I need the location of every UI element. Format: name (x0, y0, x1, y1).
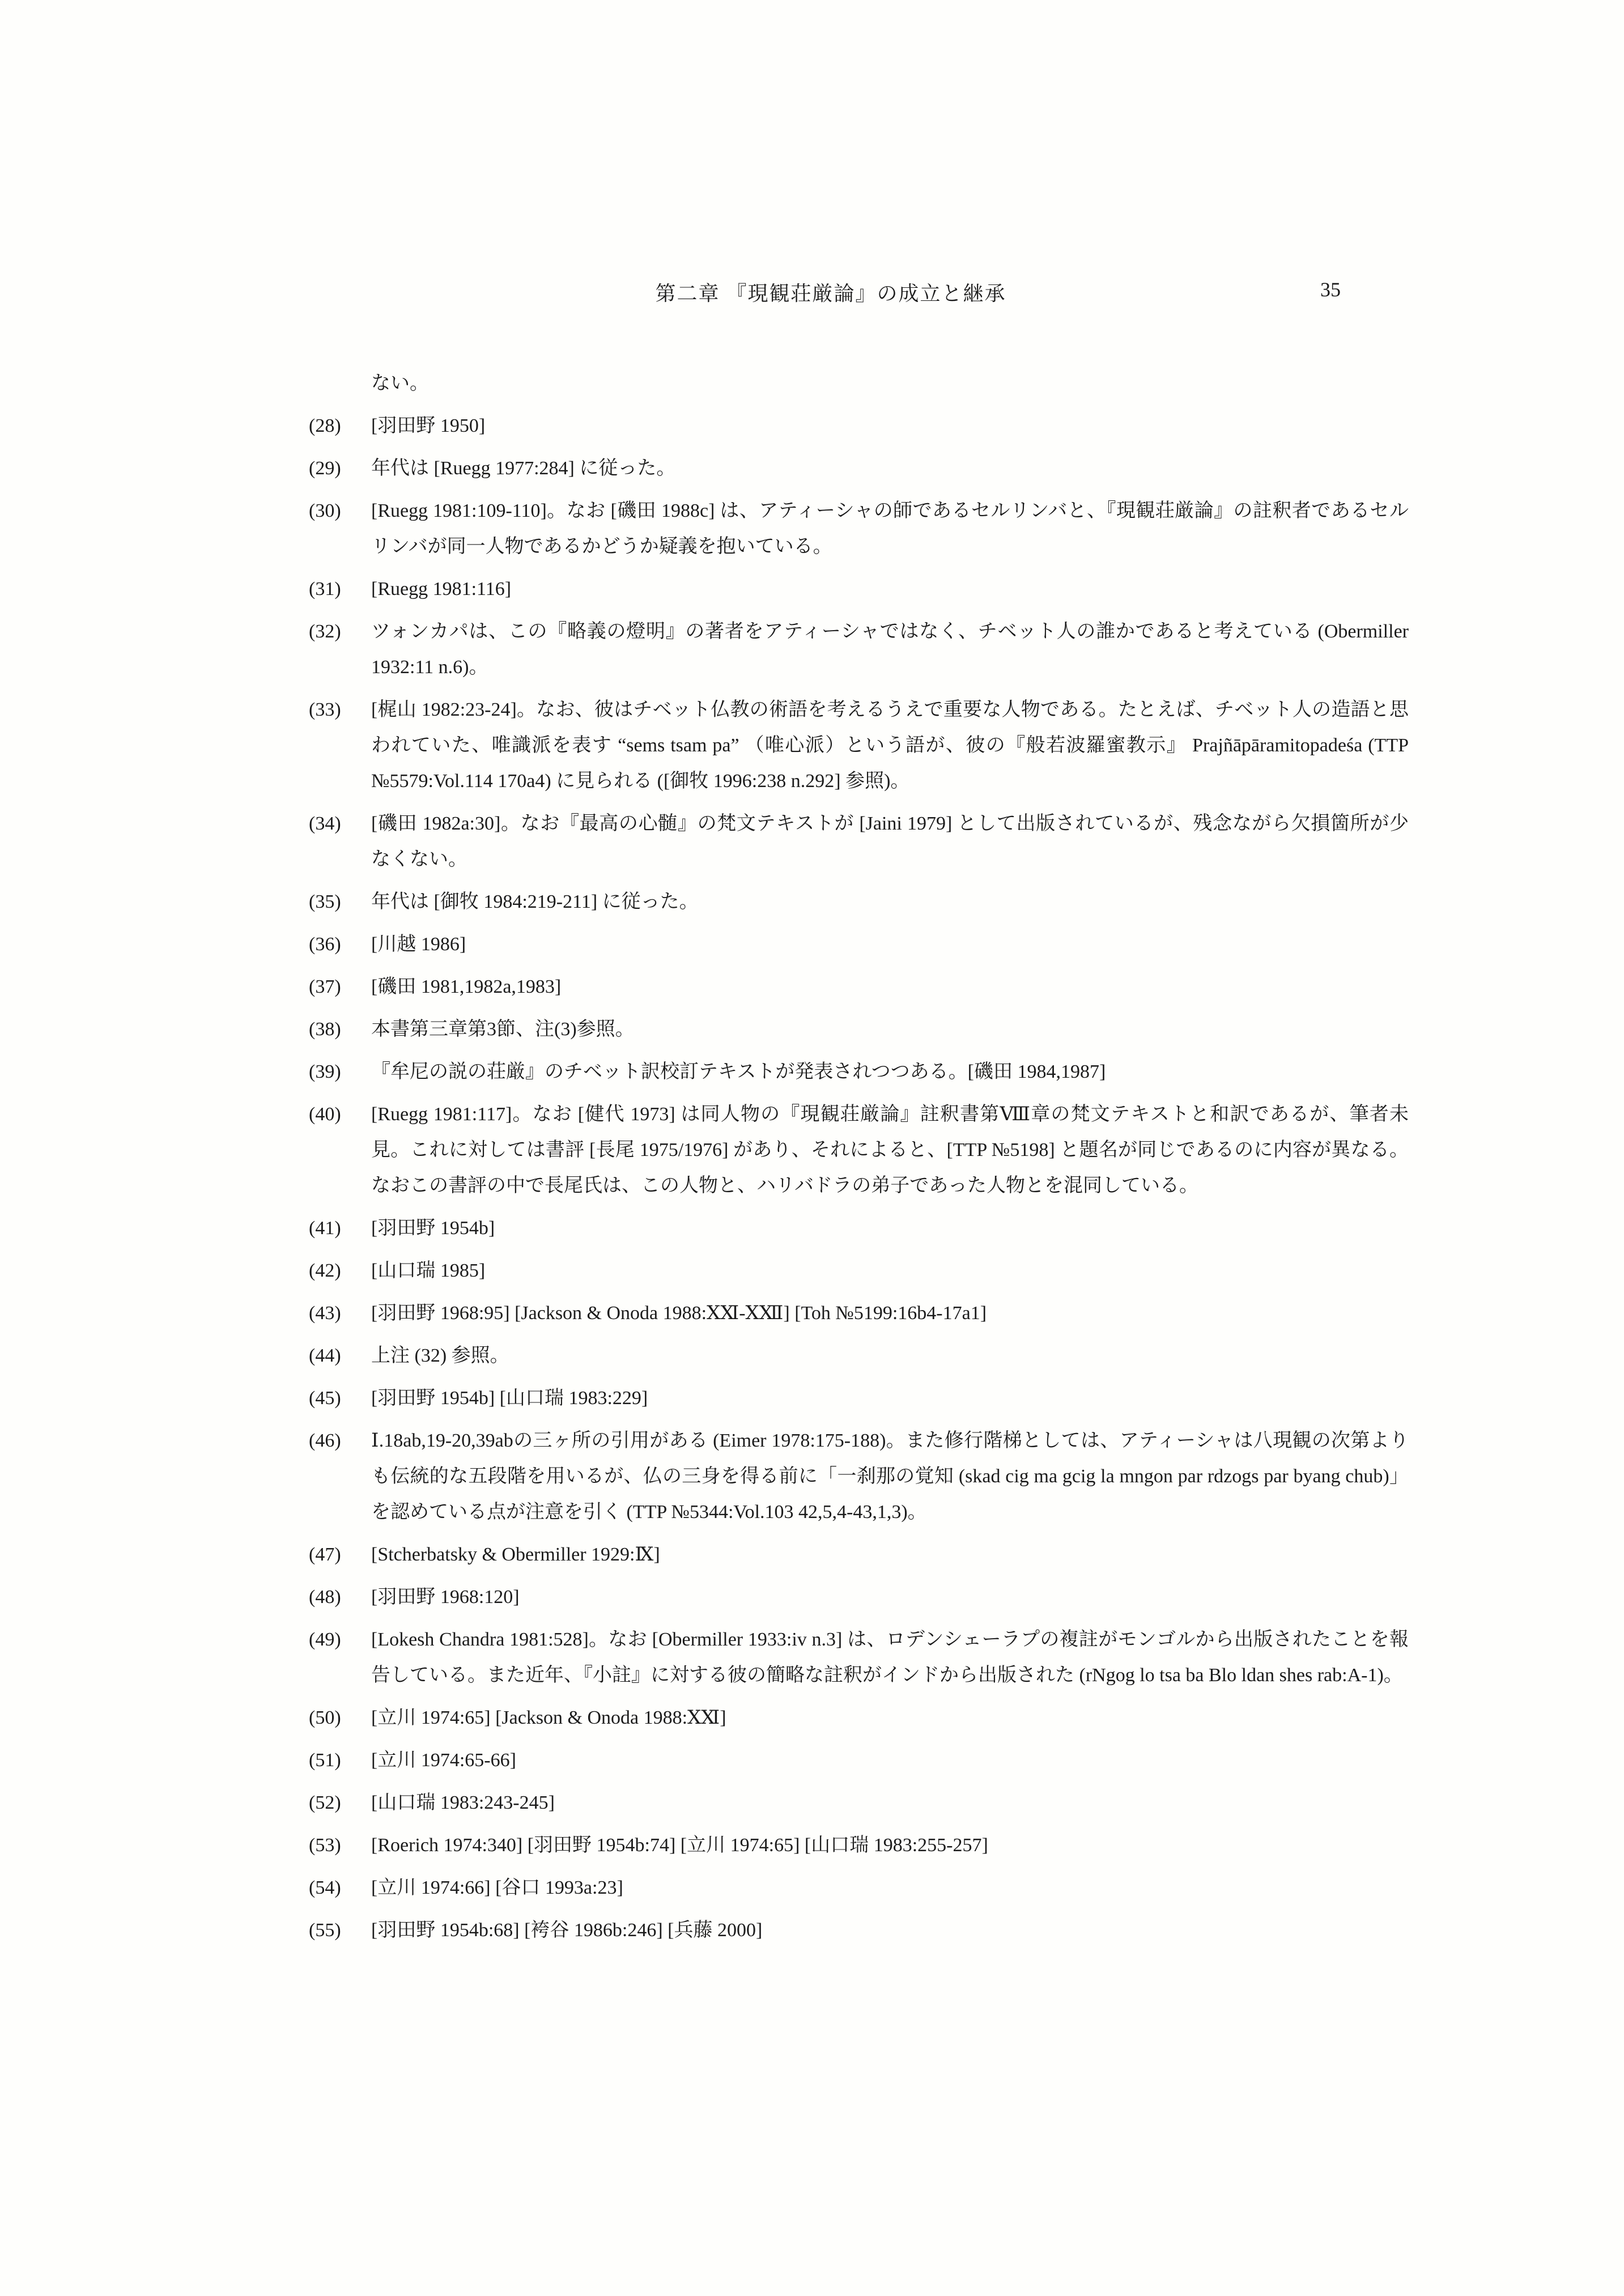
note-item (309, 1579, 1409, 1615)
note-item (309, 884, 1409, 920)
note-number: (51) (309, 1750, 341, 1771)
note-item (309, 614, 1409, 685)
note-text: 『牟尼の説の荘厳』のチベット訳校訂テキストが発表されつつある。[磯田 1984,1987] (371, 1061, 1106, 1082)
note-text: [羽田野 1968:95] [Jackson & Onoda 1988:ⅩⅪ-ⅩⅫ] [Toh №5199:16b4-17a1] (371, 1303, 987, 1324)
note-number: (33) (309, 699, 341, 720)
note-text: [磯田 1982a:30]。なお『最高の心髄』の梵文テキストが [Jaini 1979] として出版されているが、残念ながら欠損箇所が少なくない。 (371, 813, 1409, 870)
page-header (309, 278, 1409, 312)
note-text: Ⅰ.18ab,19-20,39abの三ヶ所の引用がある (Eimer 1978:175-188)。また修行階梯としては、アティーシャは八現観の次第よりも伝統的な五段階を用いるが、仏の三身を得る前に「一刹那の覚知 (skad cig ma gcig la mngon par rdzogs par byang chub)」を認めている点が注意を引く (TTP №5344:Vol.103 42,5,4-43,1,3)。 (371, 1430, 1409, 1523)
note-item (309, 1423, 1409, 1530)
note-item (309, 1295, 1409, 1331)
note-number: (36) (309, 934, 341, 955)
chapter-title: 第二章 『現観荘厳論』の成立と継承 (655, 282, 1006, 305)
note-number: (53) (309, 1835, 341, 1856)
note-number: (39) (309, 1061, 341, 1082)
note-text: [山口瑞 1985] (371, 1260, 486, 1281)
note-number: (35) (309, 891, 341, 912)
note-item (309, 926, 1409, 962)
note-item (309, 408, 1409, 444)
note-item (309, 806, 1409, 877)
note-number: (31) (309, 579, 341, 599)
note-number: (44) (309, 1345, 341, 1366)
note-item (309, 1700, 1409, 1736)
note-item (309, 1011, 1409, 1047)
note-item (309, 1380, 1409, 1416)
continuation-text: ない。 (371, 373, 429, 394)
note-number: (34) (309, 813, 341, 834)
note-item (309, 1253, 1409, 1289)
note-number: (38) (309, 1019, 341, 1040)
note-number: (43) (309, 1303, 341, 1324)
note-number: (29) (309, 458, 341, 479)
note-text: 本書第三章第3節、注(3)参照。 (371, 1019, 635, 1040)
note-text: [羽田野 1954b] (371, 1218, 495, 1239)
note-number: (41) (309, 1218, 341, 1239)
note-text: [Ruegg 1981:117]。なお [健代 1973] は同人物の『現観荘厳論』註釈書第Ⅷ章の梵文テキストと和訳であるが、筆者未見。これに対しては書評 [長尾 1975/1976] があり、それによると、[TTP №5198] と題名が同じであるのに内容が異なる。なおこの書評の中で長尾氏は、この人物と、ハリバドラの弟子であった人物とを混同している。 (371, 1104, 1409, 1196)
note-number: (55) (309, 1920, 341, 1941)
note-item (309, 1537, 1409, 1572)
note-text: [立川 1974:65-66] (371, 1750, 516, 1771)
note-number: (50) (309, 1707, 341, 1728)
note-text: [梶山 1982:23-24]。なお、彼はチベット仏教の術語を考えるうえで重要な人物である。たとえば、チベット人の造語と思われていた、唯識派を表す “sems tsam pa” （唯心派）という語が、彼の『般若波羅蜜教示』 Prajñāpāramitopadeśa (TTP №5579:Vol.114 170a4) に見られる ([御牧 1996:238 n.292] 参照)。 (371, 699, 1409, 792)
note-text: [羽田野 1954b] [山口瑞 1983:229] (371, 1388, 648, 1409)
note-text: ツォンカパは、この『略義の燈明』の著者をアティーシャではなく、チベット人の誰かであると考えている (Obermiller 1932:11 n.6)。 (371, 621, 1409, 678)
note-item (309, 969, 1409, 1005)
note-text: [立川 1974:65] [Jackson & Onoda 1988:ⅩⅪ] (371, 1707, 726, 1728)
note-number: (30) (309, 500, 341, 521)
note-number: (32) (309, 621, 341, 642)
note-number: (52) (309, 1792, 341, 1813)
note-text: [Lokesh Chandra 1981:528]。なお [Obermiller 1933:iv n.3] は、ロデンシェーラプの複註がモンゴルから出版されたことを報告している。また近年、『小註』に対する彼の簡略な註釈がインドから出版された (rNgog lo tsa ba Blo ldan shes rab:A-1)。 (371, 1629, 1409, 1686)
note-text: [羽田野 1954b:68] [袴谷 1986b:246] [兵藤 2000] (371, 1920, 763, 1941)
note-text: [Ruegg 1981:109-110]。なお [磯田 1988c] は、アティーシャの師であるセルリンバと、『現観荘厳論』の註釈者であるセルリンバが同一人物であるかどうか疑義を抱いている。 (371, 500, 1409, 557)
note-text: [Ruegg 1981:116] (371, 579, 512, 599)
note-number: (47) (309, 1544, 341, 1565)
note-text: 年代は [Ruegg 1977:284] に従った。 (371, 458, 676, 479)
note-item (309, 1912, 1409, 1948)
note-item (309, 1210, 1409, 1246)
notes-list (309, 408, 1409, 1948)
note-text: [磯田 1981,1982a,1983] (371, 976, 562, 997)
note-text: 年代は [御牧 1984:219-211] に従った。 (371, 891, 699, 912)
note-item (309, 1096, 1409, 1204)
note-number: (40) (309, 1104, 341, 1125)
note-text: 上注 (32) 参照。 (371, 1345, 509, 1366)
note-item (309, 1870, 1409, 1906)
note-text: [羽田野 1968:120] (371, 1587, 520, 1608)
page-number: 35 (1320, 278, 1341, 301)
note-item (309, 493, 1409, 564)
note-item (309, 1827, 1409, 1863)
note-text: [川越 1986] (371, 934, 466, 955)
note-item (309, 1338, 1409, 1374)
note-text: [羽田野 1950] (371, 415, 486, 436)
note-number: (45) (309, 1388, 341, 1409)
note-text: [Stcherbatsky & Obermiller 1929:Ⅸ] (371, 1544, 660, 1565)
note-item (309, 692, 1409, 799)
note-text: [Roerich 1974:340] [羽田野 1954b:74] [立川 1974:65] [山口瑞 1983:255-257] (371, 1835, 988, 1856)
note-number: (42) (309, 1260, 341, 1281)
note-number: (48) (309, 1587, 341, 1608)
note-item (309, 1622, 1409, 1693)
note-item (309, 571, 1409, 607)
note-item (309, 1785, 1409, 1821)
note-number: (46) (309, 1430, 341, 1451)
note-number: (49) (309, 1629, 341, 1650)
note-number: (37) (309, 976, 341, 997)
note-text: [山口瑞 1983:243-245] (371, 1792, 555, 1813)
note-text: [立川 1974:66] [谷口 1993a:23] (371, 1877, 623, 1898)
note-item (309, 1742, 1409, 1778)
note-number: (28) (309, 415, 341, 436)
endnotes-section (309, 365, 1409, 1948)
note-number: (54) (309, 1877, 341, 1898)
note-item (309, 1054, 1409, 1090)
note-item (309, 450, 1409, 486)
